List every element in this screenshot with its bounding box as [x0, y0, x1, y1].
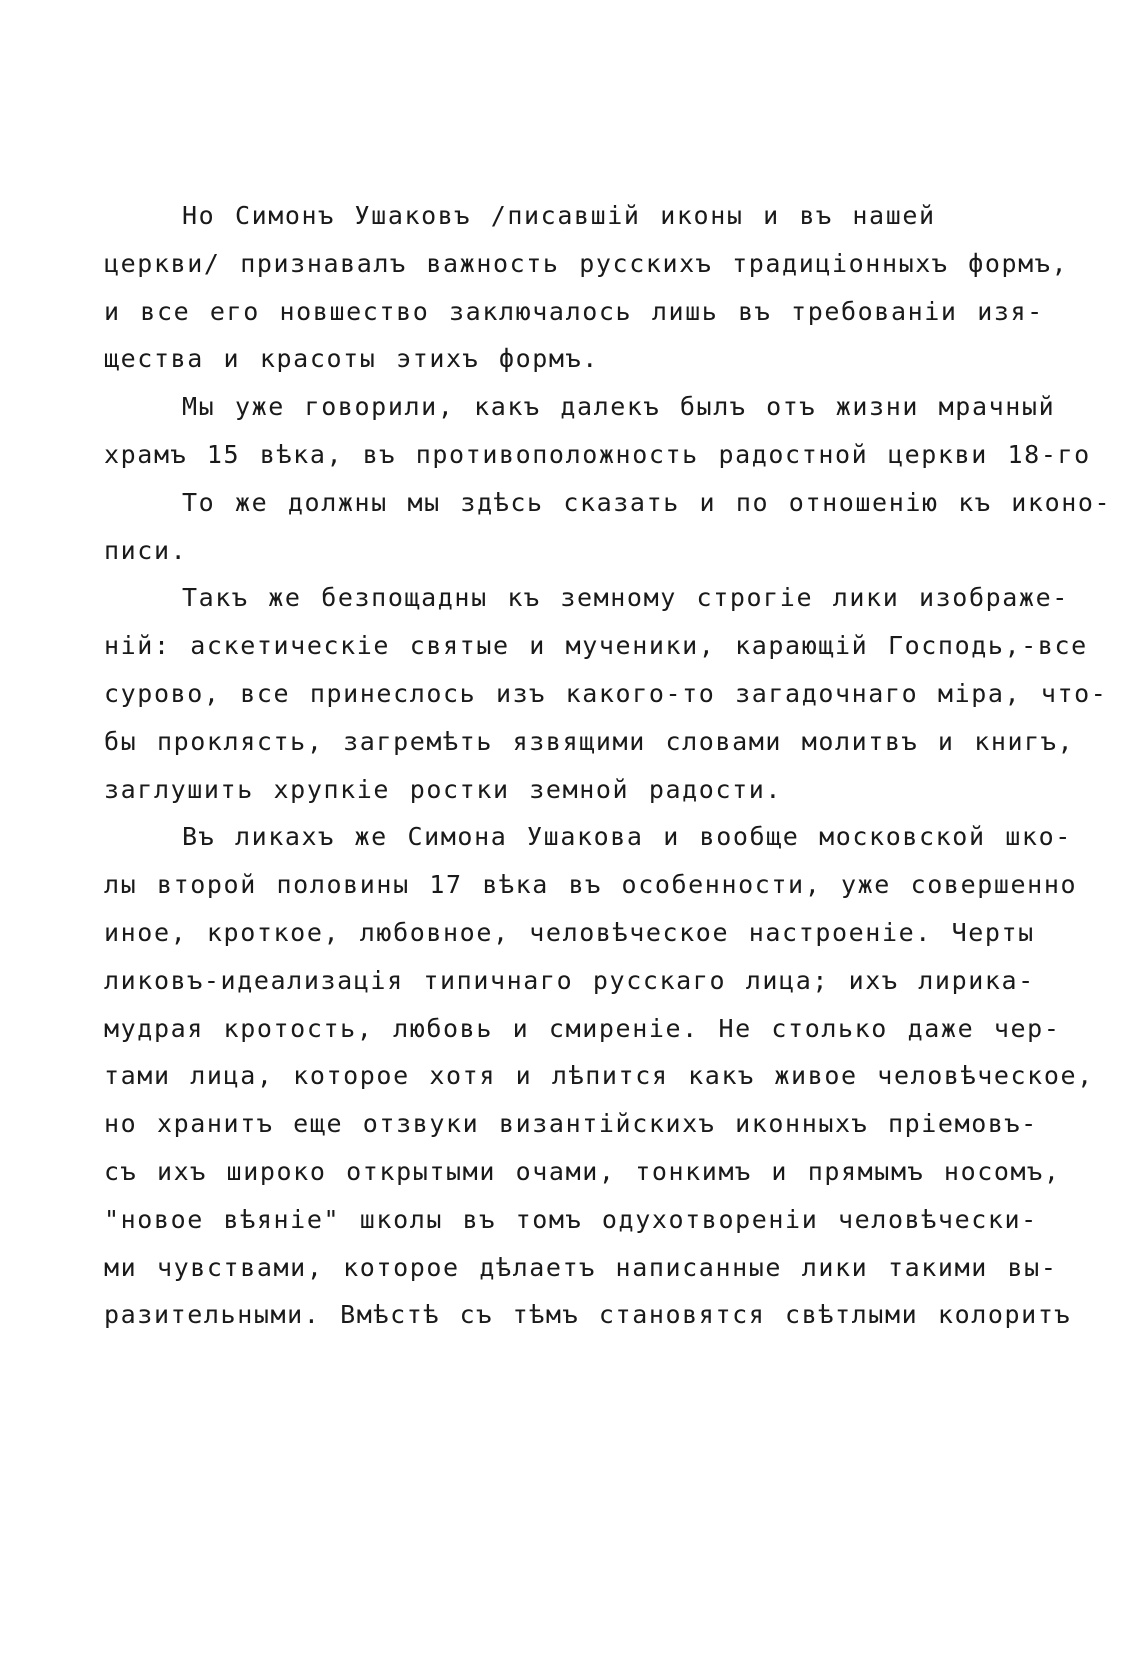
text-line: храмъ 15 вѣка, въ противоположность радостной церкви 18-го: [104, 439, 1091, 469]
text-line: бы проклясть, загремѣть язвящими словами молитвъ и книгъ,: [104, 726, 1075, 756]
text-line: Но Симонъ Ушаковъ /писавшій иконы и въ нашей: [182, 201, 936, 230]
text-line: ній: аскетическіе святые и мученики, карающій Господь,-все: [104, 631, 1088, 661]
text-line: церкви/ признавалъ важность русскихъ традиціонныхъ формъ,: [104, 248, 1069, 278]
text-line: съ ихъ широко открытыми очами, тонкимъ и прямымъ носомъ,: [104, 1156, 1061, 1186]
text-line: писи.: [104, 535, 188, 565]
text-line: ми чувствами, которое дѣлаетъ написанные лики такими вы-: [104, 1252, 1058, 1282]
text-line: То же должны мы здѣсь сказать и по отношенію къ иконо-: [182, 487, 1112, 517]
text-line: лы второй половины 17 вѣка въ особенности, уже совершенно: [104, 870, 1078, 900]
text-line: Такъ же безпощадны къ земному строгіе лики изображе-: [182, 583, 1069, 613]
text-line: и все его новшество заключалось лишь въ требованіи изя-: [104, 296, 1044, 326]
text-line: Мы уже говорили, какъ далекъ былъ отъ жизни мрачный: [182, 392, 1056, 422]
text-line: тами лица, которое хотя и лѣпится какъ живое человѣческое,: [104, 1061, 1094, 1091]
typewritten-text: [104, 192, 1112, 1339]
text-line: мудрая кротость, любовь и смиреніе. Не столько даже чер-: [104, 1013, 1061, 1043]
text-line: "новое вѣяніе" школы въ томъ одухотвореніи человѣчески-: [104, 1204, 1038, 1234]
text-line: Въ ликахъ же Симона Ушакова и вообще московской шко-: [182, 822, 1072, 852]
text-line: иное, кроткое, любовное, человѣческое настроеніе. Черты: [104, 917, 1035, 947]
text-line: заглушить хрупкіе ростки земной радости.: [104, 774, 783, 804]
text-line: но хранитъ еще отзвуки византійскихъ иконныхъ пріемовъ-: [104, 1109, 1038, 1139]
text-line: сурово, все принеслось изъ какого-то загадочнаго міра, что-: [104, 678, 1108, 708]
text-line: разительными. Вмѣстѣ съ тѣмъ становятся свѣтлыми колоритъ: [104, 1300, 1072, 1330]
text-line: ликовъ-идеализація типичнаго русскаго лица; ихъ лирика-: [104, 965, 1035, 995]
text-line: щества и красоты этихъ формъ.: [104, 344, 599, 374]
